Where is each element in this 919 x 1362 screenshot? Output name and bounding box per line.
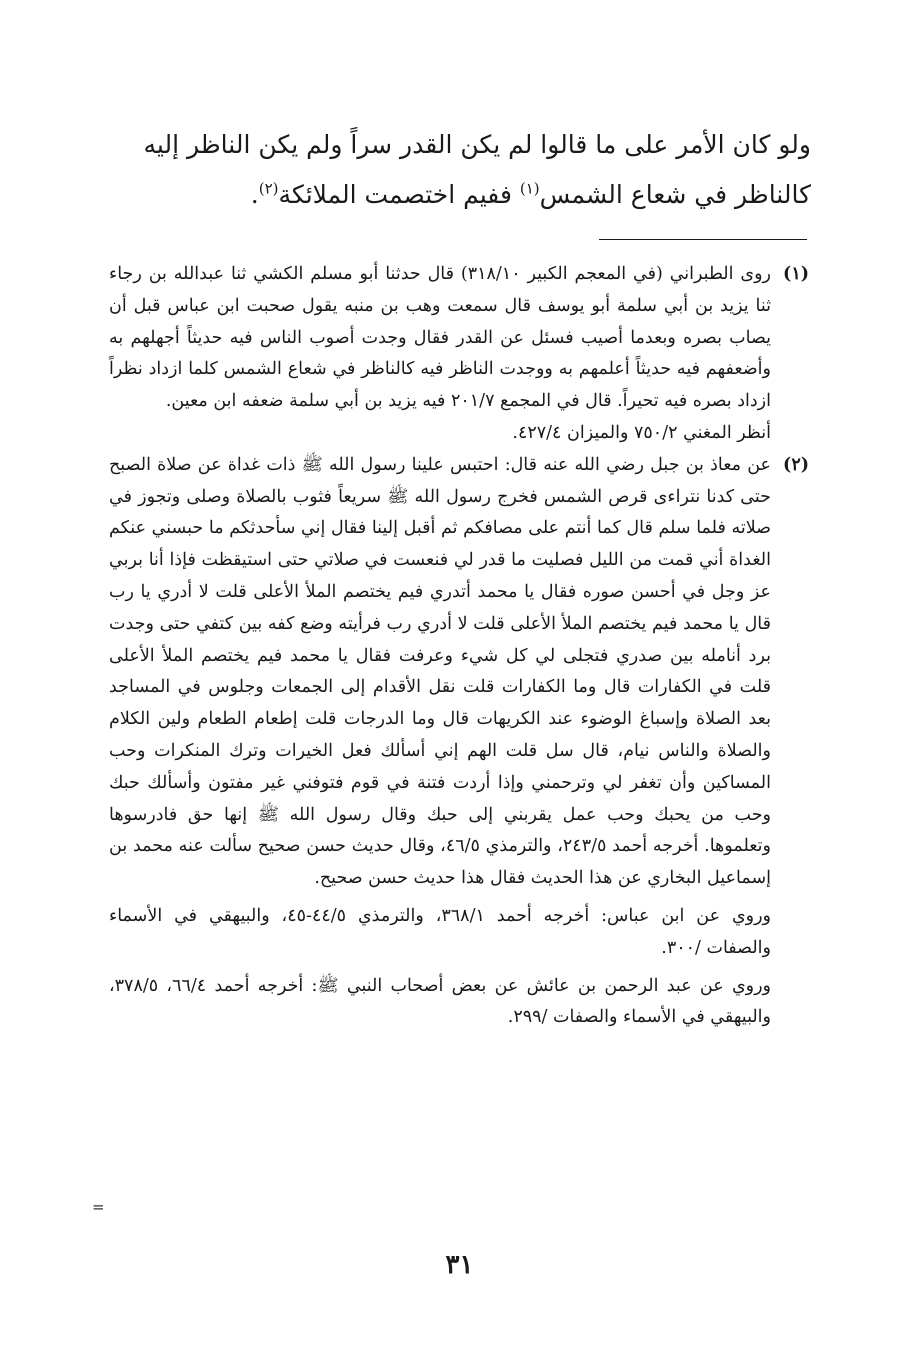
- footnote-text: عن معاذ بن جبل رضي الله عنه قال: احتبس علينا رسول الله ﷺ ذات غداة عن صلاة الصبح حتى كدنا نتراءى قرص الشمس فخرج رسول الله ﷺ سريعاً فثوب بالصلاة وصلى وتجوز في صلاته فلما سلم قال كما أنتم على مصافكم ثم أقبل إلينا فقال إني سأحدثكم ما حبسني عنكم الغداة أني قمت من الليل فصليت ما قدر لي فنعست في صلاتي حتى استيقظت فإذا أنا بربي عز وجل في أحسن صوره فقال يا محمد أتدري فيم يختصم الملأ الأعلى قلت لا أدري يا رب قال يا محمد فيم يختصم الملأ الأعلى قلت لا أدري رب فرأيته وضع كفه بين كتفي حتى وجدت برد أنامله بين صدري فتجلى لي كل شيء وعرفت فقال يا محمد فيم يختصم الملأ الأعلى قلت في الكفارات قال وما الكفارات قلت نقل الأقدام إلى الجمعات وجلوس في المساجد بعد الصلاة وإسباغ الوضوء عند الكريهات قال وما الدرجات قلت إطعام الطعام ولين الكلام والصلاة والناس نيام، قال سل قلت الهم إني أسألك فعل الخيرات وترك المنكرات وحب المساكين وأن تغفر لي وترحمني وإذا أردت فتنة في قوم فتوفني غير مفتون وأسألك حبك وحب من يحبك وحب عمل يقربني إلى حبك وقال رسول الله ﷺ إنها حق فادرسوها وتعلموها. أخرجه أحمد ٢٤٣/٥، والترمذي ٤٦/٥، وقال حديث حسن صحيح سألت عنه محمد بن إسماعيل البخاري عن هذا الحديث فقال هذا حديث حسن صحيح.: [109, 454, 771, 889]
- footnote-ref-1[interactable]: (١): [519, 179, 540, 198]
- main-text-line-2b: ففيم اختصمت الملائكة: [278, 180, 520, 209]
- continuation-mark: =: [92, 1198, 105, 1216]
- footnote-separator: [599, 239, 807, 240]
- footnote-1: [109, 259, 809, 450]
- main-text-line-2-end: .: [250, 180, 259, 209]
- footnote-2: [109, 450, 809, 1034]
- main-text-line-2a: كالناظر في شعاع الشمس: [539, 180, 811, 209]
- footnote-body: [109, 450, 771, 1034]
- page-number: ٣١: [445, 1250, 474, 1280]
- footnote-ref-2[interactable]: (٢): [258, 179, 279, 198]
- main-text: [106, 120, 811, 220]
- footnote-extra: وروي عن عبد الرحمن بن عائش عن بعض أصحاب النبي ﷺ: أخرجه أحمد ٦٦/٤، ٣٧٨/٥، والبيهقي في الأسماء والصفات /٢٩٩.: [109, 975, 772, 1028]
- main-text-line-2: [106, 170, 811, 220]
- footnote-extra: وروي عن ابن عباس: أخرجه أحمد ٣٦٨/١، والترمذي ٤٤/٥-٤٥، والبيهقي في الأسماء والصفات /٣٠٠.: [109, 905, 772, 958]
- footnote-extra: أنظر المغني ٧٥٠/٢ والميزان ٤٢٧/٤.: [512, 422, 771, 443]
- footnote-body: [109, 259, 771, 450]
- footnote-text: روى الطبراني (في المعجم الكبير ٣١٨/١٠) قال حدثنا أبو مسلم الكشي ثنا عبدالله بن رجاء ثنا يزيد بن أبي سلمة أبو يوسف قال سمعت وهب بن منبه يقول صحبت ابن عباس قبل أن يصاب بصره وبعدما أصيب فسئل عن القدر فقال وجدت أصوب الناس فيه حديثاً أجهلهم به وأضعفهم فيه حديثاً أعلمهم به ووجدت الناظر فيه كالناظر في شعاع الشمس كلما ازداد نظراً ازداد بصره فيه تحيراً. قال في المجمع ٢٠١/٧ فيه يزيد بن أبي سلمة ضعفه ابن معين.: [109, 264, 771, 412]
- footnote-number: (١): [783, 264, 809, 284]
- main-text-line-1: ولو كان الأمر على ما قالوا لم يكن القدر سراً ولم يكن الناظر إليه: [143, 130, 811, 159]
- footnote-number: (٢): [783, 454, 809, 475]
- footnotes: [109, 259, 809, 1034]
